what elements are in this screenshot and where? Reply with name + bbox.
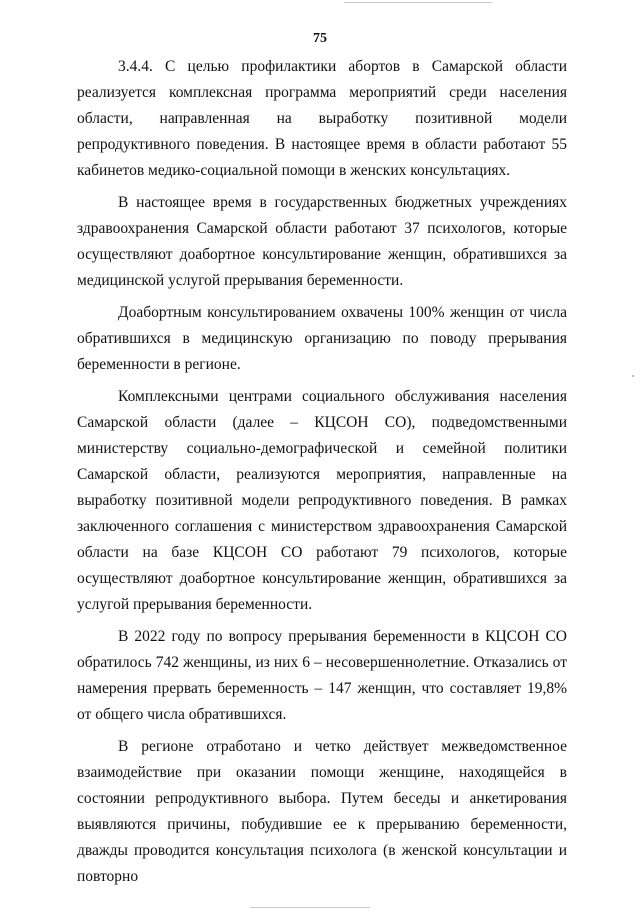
paragraph-3-4-4: 3.4.4. С целью профилактики абортов в Самарской области реализуется комплексная программа мероприятий среди населения области, направленная на выработку позитивной модели репродуктивного поведения. В настоящее время в области работают 55 кабинетов медико-социальной помощи в женских консультациях. — [77, 58, 567, 179]
page-number: 75 — [313, 31, 327, 46]
paragraph-psychologists-healthcare: В настоящее время в государственных бюджетных учреждениях здравоохранения Самарской области работают 37 психологов, которые осуществляют доабортное консультирование женщин, обратившихся за медицинской услугой прерывания беременности. — [77, 194, 567, 289]
paragraph-2022-statistics: В 2022 году по вопросу прерывания беременности в КЦСОН СО обратилось 742 женщины, из них 6 – несовершеннолетние. Отказались от намерения прервать беременность – 147 женщин, что составляет 19,8% от общего числа обратившихся. — [77, 628, 567, 723]
paragraph-counseling-coverage: Доабортным консультированием охвачены 100% женщин от числа обратившихся в медицинскую организацию по поводу прерывания беременности в регионе. — [77, 304, 567, 373]
scan-edge-mark-bottom — [250, 907, 370, 908]
paragraph-kcson: Комплексными центрами социального обслуживания населения Самарской области (далее – КЦСОН СО), подведомственными министерству социально-демографической и семейной политики Самарской области, реализуются мероприятия, направленные на выработку позитивной модели репродуктивного поведения. В рамках заключенного соглашения с министерством здравоохранения Самарской области на базе КЦСОН СО работают 79 психологов, которые осуществляют доабортное консультирование женщин, обратившихся за услугой прерывания беременности. — [77, 388, 567, 613]
scan-speck — [632, 375, 634, 377]
document-body — [77, 54, 567, 896]
scan-edge-mark-top — [344, 2, 492, 3]
paragraph-interagency-cooperation: В регионе отработано и четко действует межведомственное взаимодействие при оказании помощи женщине, находящейся в состоянии репродуктивного выбора. Путем беседы и анкетирования выявляются причины, побудившие ее к прерыванию беременности, дважды проводится консультация психолога (в женской консультации и повторно — [77, 738, 567, 885]
